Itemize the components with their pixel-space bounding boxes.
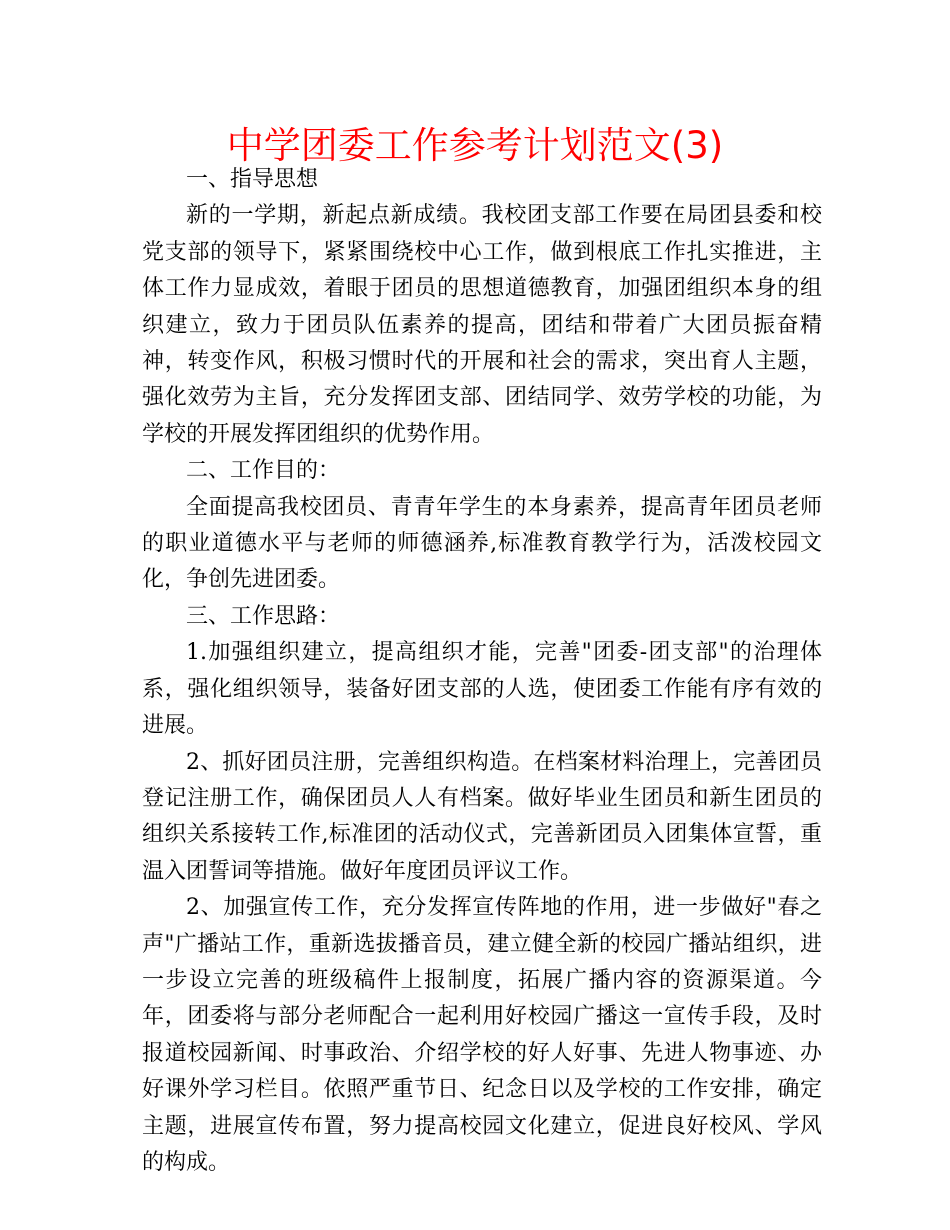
document-title: 中学团委工作参考计划范文(3) (226, 124, 724, 167)
paragraph-publicity: 2、加强宣传工作，充分发挥宣传阵地的作用，进一步做好"春之声"广播站工作，重新选拔播音员，建立健全新的校园广播站组织，进一步设立完善的班级稿件上报制度，拓展广播内容的资源渠道。今年，团委将与部分老师配合一起利用好校园广播这一宣传手段，及时报道校园新闻、时事政治、介绍学校的好人好事、先进人物事迹、办好课外学习栏目。依照严重节日、纪念日以及学校的工作安排，确定主题，进展宣传布置，努力提高校园文化建立，促进良好校风、学风的构成。 (142, 895, 822, 1175)
section-heading-work-goal: 二、工作目的： (186, 458, 341, 484)
document-body (142, 162, 822, 1181)
paragraph-organization: 1.加强组织建立，提高组织才能，完善"团委-团支部"的治理体系，强化组织领导，装备好团支部的人选，使团委工作能有序有效的进展。 (142, 640, 822, 739)
section-heading-work-approach: 三、工作思路： (186, 603, 341, 629)
section-heading-guiding-thought: 一、指导思想 (186, 167, 319, 192)
paragraph-work-goal: 全面提高我校团员、青青年学生的本身素养，提高青年团员老师的职业道德水平与老师的师德涵养,标准教育教学行为，活泼校园文化，争创先进团委。 (142, 494, 822, 593)
paragraph-registration: 2、抓好团员注册，完善组织构造。在档案材料治理上，完善团员登记注册工作，确保团员人人有档案。做好毕业生团员和新生团员的组织关系接转工作,标准团的活动仪式，完善新团员入团集体宣誓，重温入团誓词等措施。做好年度团员评议工作。 (142, 749, 822, 884)
paragraph-guiding-thought: 新的一学期，新起点新成绩。我校团支部工作要在局团县委和校党支部的领导下，紧紧围绕校中心工作，做到根底工作扎实推进，主体工作力显成效，着眼于团员的思想道德教育，加强团组织本身的组织建立，致力于团员队伍素养的提高，团结和带着广大团员振奋精神，转变作风，积极习惯时代的开展和社会的需求，突出育人主题，强化效劳为主旨，充分发挥团支部、团结同学、效劳学校的功能，为学校的开展发挥团组织的优势作用。 (142, 203, 822, 447)
